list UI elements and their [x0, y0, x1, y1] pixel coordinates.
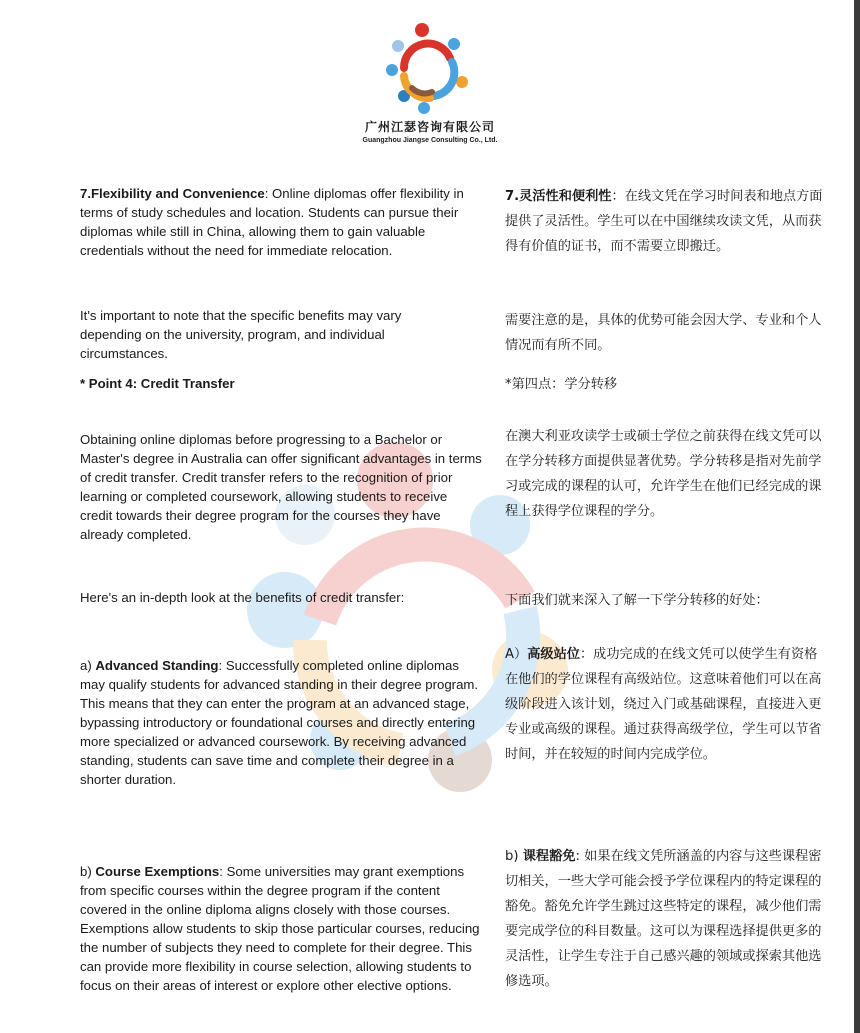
en-b-prefix: b) [80, 864, 96, 879]
cn-point4-heading: *第四点：学分转移 [505, 377, 618, 392]
cn-b-prefix: b) [505, 849, 523, 864]
en-credit-transfer-intro: Obtaining online diplomas before progressing to a Bachelor or Master's degree in Australia can offer significant advantages in terms of credit transfer. Credit transfer refers to the recognition of prior learning or completed coursework, allowing students to receive credit towards their degree program for the courses they have already completed. [80, 432, 482, 542]
page-edge [854, 0, 860, 1033]
en-a-prefix: a) [80, 658, 96, 673]
en-a-body: : Successfully completed online diplomas may qualify students for advanced standing in their degree program. This means that they can enter the program at an advanced stage, bypassing introductory or foundational courses and directly entering more specialized or advanced coursework. By receiving advanced standing, students can save time and complete their degree in a shorter duration. [80, 658, 479, 787]
cn-credit-transfer-intro: 在澳大利亚攻读学士或硕士学位之前获得在线文凭可以在学分转移方面提供显著优势。学分转移是指对先前学习或完成的课程的认可，允许学生在他们已经完成的课程上获得学位课程的学分。 [505, 429, 822, 519]
en-course-exemptions [80, 862, 486, 995]
en-b-body: : Some universities may grant exemptions from specific courses within the degree program if the content covered in the online diploma aligns closely with those courses. Exemptions allow students to skip those particular courses, reducing the number of subjects they need to complete for their degree. This can provide more flexibility in course selection, allowing students to focus on their areas of interest or explore other elective options. [80, 864, 480, 993]
en-benefits-lead: Here's an in-depth look at the benefits of credit transfer: [80, 590, 405, 605]
en-note: It's important to note that the specific benefits may vary depending on the university, program, and individual circumstances. [80, 308, 402, 361]
cn-a-title: 高级站位 [527, 647, 580, 662]
company-name-en: Guangzhou Jiangse Consulting Co., Ltd. [362, 137, 498, 144]
en-b-title: Course Exemptions [95, 864, 220, 879]
cn-benefits-lead: 下面我们就来深入了解一下学分转移的好处： [505, 593, 769, 608]
cn-b-title: 课程豁免 [522, 849, 576, 864]
en-advanced-standing [80, 656, 485, 789]
en-section-7-body: : Online diplomas offer flexibility in terms of study schedules and location. Students can pursue their diplomas while still in China, allowing them to gain valuable credentials without the need for immediate relocation. [80, 186, 464, 258]
en-point4-label: * Point 4: Credit Transfer [80, 376, 235, 391]
en-section-7-title: 7.Flexibility and Convenience [80, 186, 265, 201]
cn-section-7 [505, 184, 825, 259]
cn-advanced-standing [505, 642, 825, 767]
cn-section-7-title: 7.灵活性和便利性 [505, 189, 612, 204]
cn-course-exemptions [505, 844, 825, 994]
cn-a-body: ：成功完成的在线文凭可以使学生有资格在他们的学位课程有高级站位。这意味着他们可以在高级阶段进入该计划，绕过入门或基础课程，直接进入更专业或高级的课程。通过获得高级学位，学生可以节省时间，并在较短的时间内完成学位。 [505, 647, 822, 762]
cn-section-7-body: ：在线文凭在学习时间表和地点方面提供了灵活性。学生可以在中国继续攻读文凭，从而获得有价值的证书，而不需要立即搬迁。 [505, 189, 823, 254]
en-a-title: Advanced Standing [95, 658, 219, 673]
en-point4-heading [80, 374, 235, 393]
cn-a-prefix: A） [505, 647, 528, 662]
header [0, 18, 860, 144]
company-logo [382, 18, 478, 114]
cn-note: 需要注意的是，具体的优势可能会因大学、专业和个人情况而有所不同。 [505, 313, 822, 353]
company-name-cn: 广州江瑟咨询有限公司 [364, 120, 495, 134]
en-section-7 [80, 184, 480, 260]
cn-b-body: : 如果在线文凭所涵盖的内容与这些课程密切相关，一些大学可能会授予学位课程内的特定课程的豁免。豁免允许学生跳过这些特定的课程，减少他们需要完成学位的科目数量。这可以为课程选择提供更多的灵活性，让学生专注于自己感兴趣的领域或探索其他选修选项。 [505, 849, 822, 989]
